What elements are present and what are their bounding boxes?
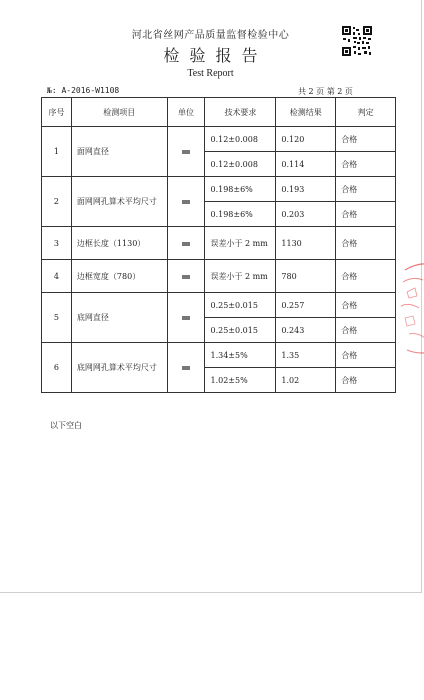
page-info: 共 2 页 第 2 页 — [298, 87, 353, 96]
unit-mark — [182, 242, 190, 246]
row-number: 2 — [42, 177, 72, 227]
requirement: 1.34±5% — [205, 343, 276, 368]
qr-code-icon — [341, 25, 373, 57]
result: 0.193 — [276, 177, 336, 202]
col-header-item: 检测项目 — [71, 98, 167, 127]
end-note: 以下空白 — [50, 421, 82, 430]
unit-cell — [167, 260, 205, 293]
result: 0.203 — [276, 202, 336, 227]
table-row — [42, 227, 396, 260]
unit-cell — [167, 343, 205, 393]
report-subtitle: Test Report — [187, 68, 234, 79]
verdict: 合格 — [336, 127, 396, 152]
results-table — [41, 97, 396, 393]
unit-mark — [182, 275, 190, 279]
requirement: 误差小于 2 mm — [205, 227, 276, 260]
result: 1.35 — [276, 343, 336, 368]
result: 780 — [276, 260, 336, 293]
organization-name: 河北省丝网产品质量监督检验中心 — [131, 30, 290, 41]
verdict: 合格 — [336, 318, 396, 343]
requirement: 0.198±6% — [205, 202, 276, 227]
requirement: 0.25±0.015 — [205, 318, 276, 343]
verdict: 合格 — [336, 152, 396, 177]
unit-mark — [182, 150, 190, 154]
col-header-no: 序号 — [42, 98, 72, 127]
test-item: 面网网孔算术平均尺寸 — [71, 177, 167, 227]
unit-mark — [182, 366, 190, 370]
red-seal-stamp — [395, 262, 424, 354]
table-row — [42, 293, 396, 318]
unit-mark — [182, 316, 190, 320]
verdict: 合格 — [336, 177, 396, 202]
result: 0.243 — [276, 318, 336, 343]
row-number: 4 — [42, 260, 72, 293]
verdict: 合格 — [336, 202, 396, 227]
test-item: 边框长度（1130） — [71, 227, 167, 260]
row-number: 6 — [42, 343, 72, 393]
test-item: 边框宽度（780） — [71, 260, 167, 293]
col-header-requirement: 技术要求 — [205, 98, 276, 127]
verdict: 合格 — [336, 368, 396, 393]
requirement: 0.12±0.008 — [205, 152, 276, 177]
test-item: 底网网孔算术平均尺寸 — [71, 343, 167, 393]
table-row — [42, 343, 396, 368]
row-number: 1 — [42, 127, 72, 177]
table-row — [42, 177, 396, 202]
table-row — [42, 127, 396, 152]
verdict: 合格 — [336, 293, 396, 318]
test-item: 面网直径 — [71, 127, 167, 177]
unit-cell — [167, 227, 205, 260]
table-header-row — [42, 98, 396, 127]
table-row — [42, 260, 396, 293]
verdict: 合格 — [336, 343, 396, 368]
requirement: 0.12±0.008 — [205, 127, 276, 152]
unit-cell — [167, 177, 205, 227]
result: 0.257 — [276, 293, 336, 318]
col-header-result: 检测结果 — [276, 98, 336, 127]
result: 1130 — [276, 227, 336, 260]
requirement: 0.25±0.015 — [205, 293, 276, 318]
result: 1.02 — [276, 368, 336, 393]
requirement: 0.198±6% — [205, 177, 276, 202]
verdict: 合格 — [336, 260, 396, 293]
unit-mark — [182, 200, 190, 204]
unit-cell — [167, 127, 205, 177]
requirement: 1.02±5% — [205, 368, 276, 393]
row-number: 3 — [42, 227, 72, 260]
col-header-verdict: 判定 — [336, 98, 396, 127]
test-item: 底网直径 — [71, 293, 167, 343]
row-number: 5 — [42, 293, 72, 343]
report-number: №: A-2016-W1108 — [47, 86, 120, 95]
col-header-unit: 单位 — [167, 98, 205, 127]
requirement: 误差小于 2 mm — [205, 260, 276, 293]
verdict: 合格 — [336, 227, 396, 260]
report-title: 检验报告 — [163, 46, 268, 65]
result: 0.120 — [276, 127, 336, 152]
result: 0.114 — [276, 152, 336, 177]
unit-cell — [167, 293, 205, 343]
blank-area-below-page — [0, 593, 424, 700]
